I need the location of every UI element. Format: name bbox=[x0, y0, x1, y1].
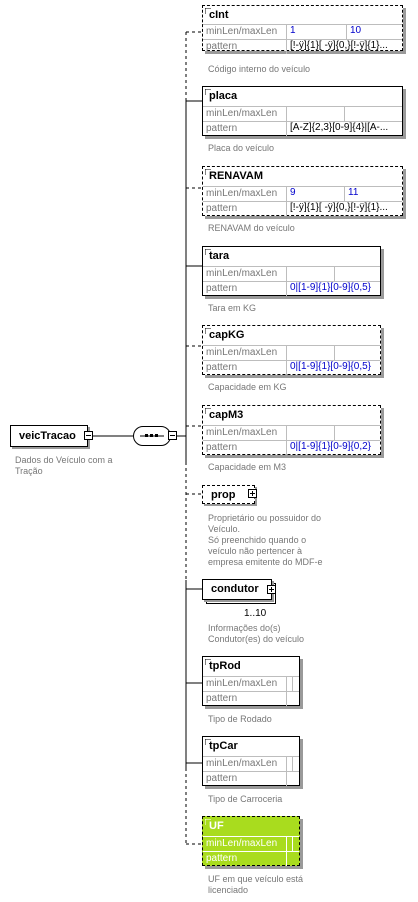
max-length-value bbox=[292, 757, 299, 771]
max-length-value: 10 bbox=[346, 25, 402, 39]
element-capM3[interactable] bbox=[202, 405, 381, 455]
collapse-icon[interactable] bbox=[84, 431, 93, 440]
element-name: capM3 bbox=[209, 409, 244, 421]
pattern-value: [!-ÿ]{1}[ -ÿ]{0,}[!-ÿ]{1}... bbox=[286, 202, 402, 216]
element-description: Informações do(s) Condutor(es) do veículo bbox=[208, 623, 305, 644]
min-length-value: 9 bbox=[286, 187, 344, 201]
element-description: Tara em KG bbox=[208, 303, 257, 313]
element-name: placa bbox=[209, 90, 238, 102]
facet-row-pattern: pattern [!-ÿ]{1}[ -ÿ]{0,}[!-ÿ]{1}... bbox=[203, 39, 402, 54]
element-name: tpRod bbox=[209, 660, 241, 672]
element-name: prop bbox=[211, 489, 236, 501]
pattern-value: [!-ÿ]{1}[ -ÿ]{0,}[!-ÿ]{1}... bbox=[286, 40, 402, 54]
element-description: RENAVAM do veículo bbox=[208, 223, 295, 233]
facet-row-pattern: pattern 0|[1-9]{1}[0-9]{0,5} bbox=[203, 360, 380, 375]
sequence-dots-icon bbox=[134, 427, 170, 445]
element-condutor[interactable] bbox=[202, 579, 272, 600]
element-name: condutor bbox=[211, 583, 259, 595]
max-length-value bbox=[292, 677, 299, 691]
pattern-value: 0|[1-9]{1}[0-9]{0,2} bbox=[286, 441, 380, 455]
element-description: Capacidade em M3 bbox=[208, 462, 287, 472]
element-description: Proprietário ou possuidor do Veículo. Só preenchido quando o veículo não pertencer à empresa emitente do MDF-e bbox=[208, 513, 323, 567]
cardinality-label: 1..10 bbox=[244, 608, 267, 619]
element-tpCar[interactable] bbox=[202, 736, 300, 786]
element-name: capKG bbox=[209, 329, 245, 341]
min-length-value bbox=[286, 267, 334, 281]
min-length-value bbox=[286, 426, 334, 440]
element-RENAVAM[interactable] bbox=[202, 166, 403, 216]
element-name: RENAVAM bbox=[209, 170, 263, 182]
expand-icon[interactable] bbox=[248, 489, 257, 498]
min-length-value bbox=[286, 107, 344, 121]
element-name: tara bbox=[209, 250, 230, 262]
max-length-value bbox=[292, 837, 299, 851]
facet-row-length: minLen/maxLen bbox=[203, 266, 380, 281]
pattern-value: 0|[1-9]{1}[0-9]{0,5} bbox=[286, 361, 380, 375]
facet-row-length: minLen/maxLen bbox=[203, 345, 380, 360]
element-description: Placa do veículo bbox=[208, 143, 275, 153]
max-length-value bbox=[344, 107, 402, 121]
facet-row-length: minLen/maxLen bbox=[203, 756, 299, 771]
element-description: Capacidade em KG bbox=[208, 382, 287, 392]
sequence-collapse-icon[interactable] bbox=[168, 431, 177, 440]
min-length-value: 1 bbox=[286, 25, 346, 39]
facet-row-length: minLen/maxLen 9 11 bbox=[203, 186, 402, 201]
facet-row-length: minLen/maxLen bbox=[203, 106, 402, 121]
max-length-value: 11 bbox=[344, 187, 402, 201]
facet-row-pattern: pattern bbox=[203, 691, 299, 706]
facet-row-length: minLen/maxLen bbox=[203, 836, 299, 851]
root-element-veicTracao[interactable] bbox=[10, 425, 88, 447]
facet-row-length: minLen/maxLen bbox=[203, 676, 299, 691]
pattern-value bbox=[286, 852, 299, 866]
expand-icon[interactable] bbox=[267, 585, 276, 594]
pattern-value: [A-Z]{2,3}[0-9]{4}|[A-... bbox=[286, 122, 402, 136]
facet-row-pattern: pattern 0|[1-9]{1}[0-9]{0,5} bbox=[203, 281, 380, 296]
element-description: Código interno do veículo bbox=[208, 64, 311, 74]
facet-row-pattern: pattern bbox=[203, 851, 299, 866]
pattern-value: 0|[1-9]{1}[0-9]{0,5} bbox=[286, 282, 380, 296]
element-name: tpCar bbox=[209, 740, 238, 752]
max-length-value bbox=[334, 267, 380, 281]
root-element-name: veicTracao bbox=[19, 430, 76, 442]
element-cInt[interactable] bbox=[202, 5, 403, 51]
element-description: Tipo de Carroceria bbox=[208, 794, 283, 804]
pattern-value bbox=[286, 692, 299, 706]
sequence-compositor-icon[interactable] bbox=[133, 426, 171, 446]
facet-row-pattern: pattern [!-ÿ]{1}[ -ÿ]{0,}[!-ÿ]{1}... bbox=[203, 201, 402, 216]
element-description: Tipo de Rodado bbox=[208, 714, 272, 724]
facet-row-pattern: pattern bbox=[203, 771, 299, 786]
root-description: Dados do Veículo com a Tração bbox=[15, 455, 113, 476]
element-description: UF em que veículo está licenciado bbox=[208, 874, 304, 895]
min-length-value bbox=[286, 346, 334, 360]
element-tara[interactable] bbox=[202, 246, 381, 296]
facet-row-pattern: pattern 0|[1-9]{1}[0-9]{0,2} bbox=[203, 440, 380, 455]
max-length-value bbox=[334, 426, 380, 440]
element-name: cInt bbox=[209, 9, 229, 21]
facet-row-pattern: pattern [A-Z]{2,3}[0-9]{4}|[A-... bbox=[203, 121, 402, 136]
element-capKG[interactable] bbox=[202, 325, 381, 375]
element-tpRod[interactable] bbox=[202, 656, 300, 706]
element-UF[interactable] bbox=[202, 816, 300, 866]
pattern-value bbox=[286, 772, 299, 786]
element-placa[interactable] bbox=[202, 86, 403, 136]
facet-row-length: minLen/maxLen 1 10 bbox=[203, 24, 402, 39]
element-name: UF bbox=[209, 820, 224, 832]
max-length-value bbox=[334, 346, 380, 360]
facet-row-length: minLen/maxLen bbox=[203, 425, 380, 440]
